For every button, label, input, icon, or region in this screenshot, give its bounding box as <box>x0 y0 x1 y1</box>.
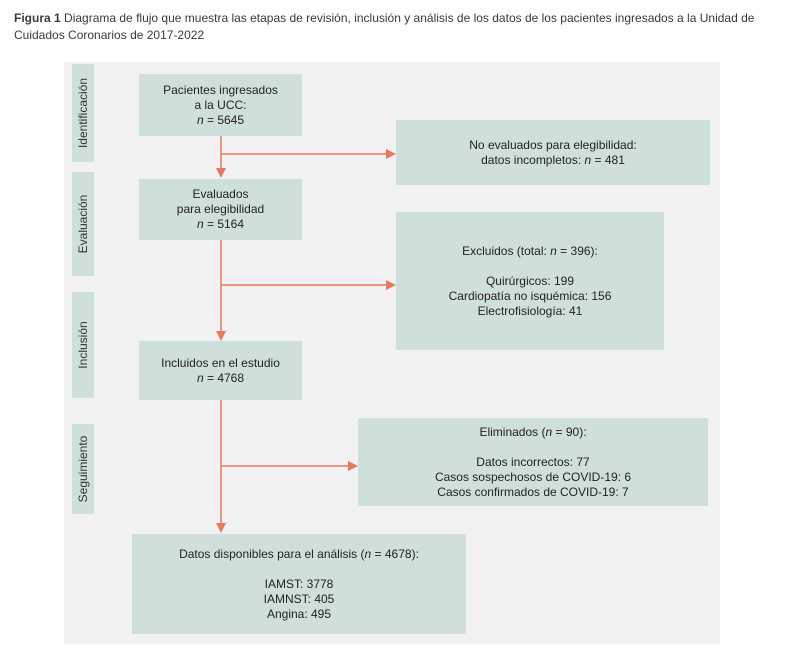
evaluados-line2: para elegibilidad <box>176 202 265 216</box>
incluidos-line1: Incluidos en el estudio <box>161 355 280 370</box>
no-evaluados-line2: datos incompletos: n = 481 <box>481 152 625 167</box>
evaluados-line1: Evaluados <box>192 187 249 201</box>
eliminados-item: Casos sospechosos de COVID-19: 6 <box>434 469 632 484</box>
arrowhead-eliminados <box>348 461 358 471</box>
excluidos-item: Cardiopatía no isquémica: 156 <box>448 288 612 303</box>
evaluados-count: n = 5164 <box>196 217 245 231</box>
box-pacientes-ingresados <box>139 74 302 136</box>
no-evaluados-line1: No evaluados para elegibilidad: <box>469 137 637 152</box>
box-evaluados <box>139 179 302 240</box>
disponibles-item: IAMST: 3778 <box>264 576 334 591</box>
excluidos-item: Electrofisiología: 41 <box>477 303 583 318</box>
box-incluidos <box>139 341 302 400</box>
eliminados-title: Eliminados (n = 90): <box>479 424 587 439</box>
arrowhead-disponibles <box>216 523 226 533</box>
incluidos-count: n = 4768 <box>196 370 245 385</box>
arrowhead-excluidos <box>386 280 396 290</box>
pacientes-line2: a la UCC: <box>194 97 247 112</box>
box-datos-disponibles <box>132 534 466 634</box>
stage-identificacion-label: Identificación <box>76 77 90 149</box>
box-excluidos <box>396 212 664 350</box>
box-no-evaluados <box>396 120 710 185</box>
arrowhead-evaluados <box>216 168 226 178</box>
arrowhead-no-evaluados <box>386 149 396 159</box>
stage-seguimiento-label: Seguimiento <box>76 435 90 503</box>
figure-caption-text: Diagrama de flujo que muestra las etapas de revisión, inclusión y análisis de los datos de los pacientes ingresados a la Unidad de Cuidados Coronarios de 2017-2022 <box>14 11 755 42</box>
box-eliminados <box>358 418 708 506</box>
pacientes-count: n = 5645 <box>196 112 245 127</box>
figure-label: Figura 1 <box>14 11 61 25</box>
disponibles-title: Datos disponibles para el análisis (n = 4678): <box>179 546 419 561</box>
excluidos-item: Quirúrgicos: 199 <box>485 273 575 288</box>
disponibles-item: Angina: 495 <box>266 606 332 621</box>
eliminados-item: Datos incorrectos: 77 <box>476 454 590 469</box>
stage-inclusion-label: Inclusión <box>76 321 90 369</box>
stage-evaluacion-label: Evaluación <box>76 194 90 254</box>
eliminados-item: Casos confirmados de COVID-19: 7 <box>437 484 629 499</box>
arrowhead-incluidos <box>216 331 226 341</box>
pacientes-line1: Pacientes ingresados <box>163 82 278 97</box>
excluidos-title: Excluidos (total: n = 396): <box>462 243 598 258</box>
disponibles-item: IAMNST: 405 <box>263 591 335 606</box>
